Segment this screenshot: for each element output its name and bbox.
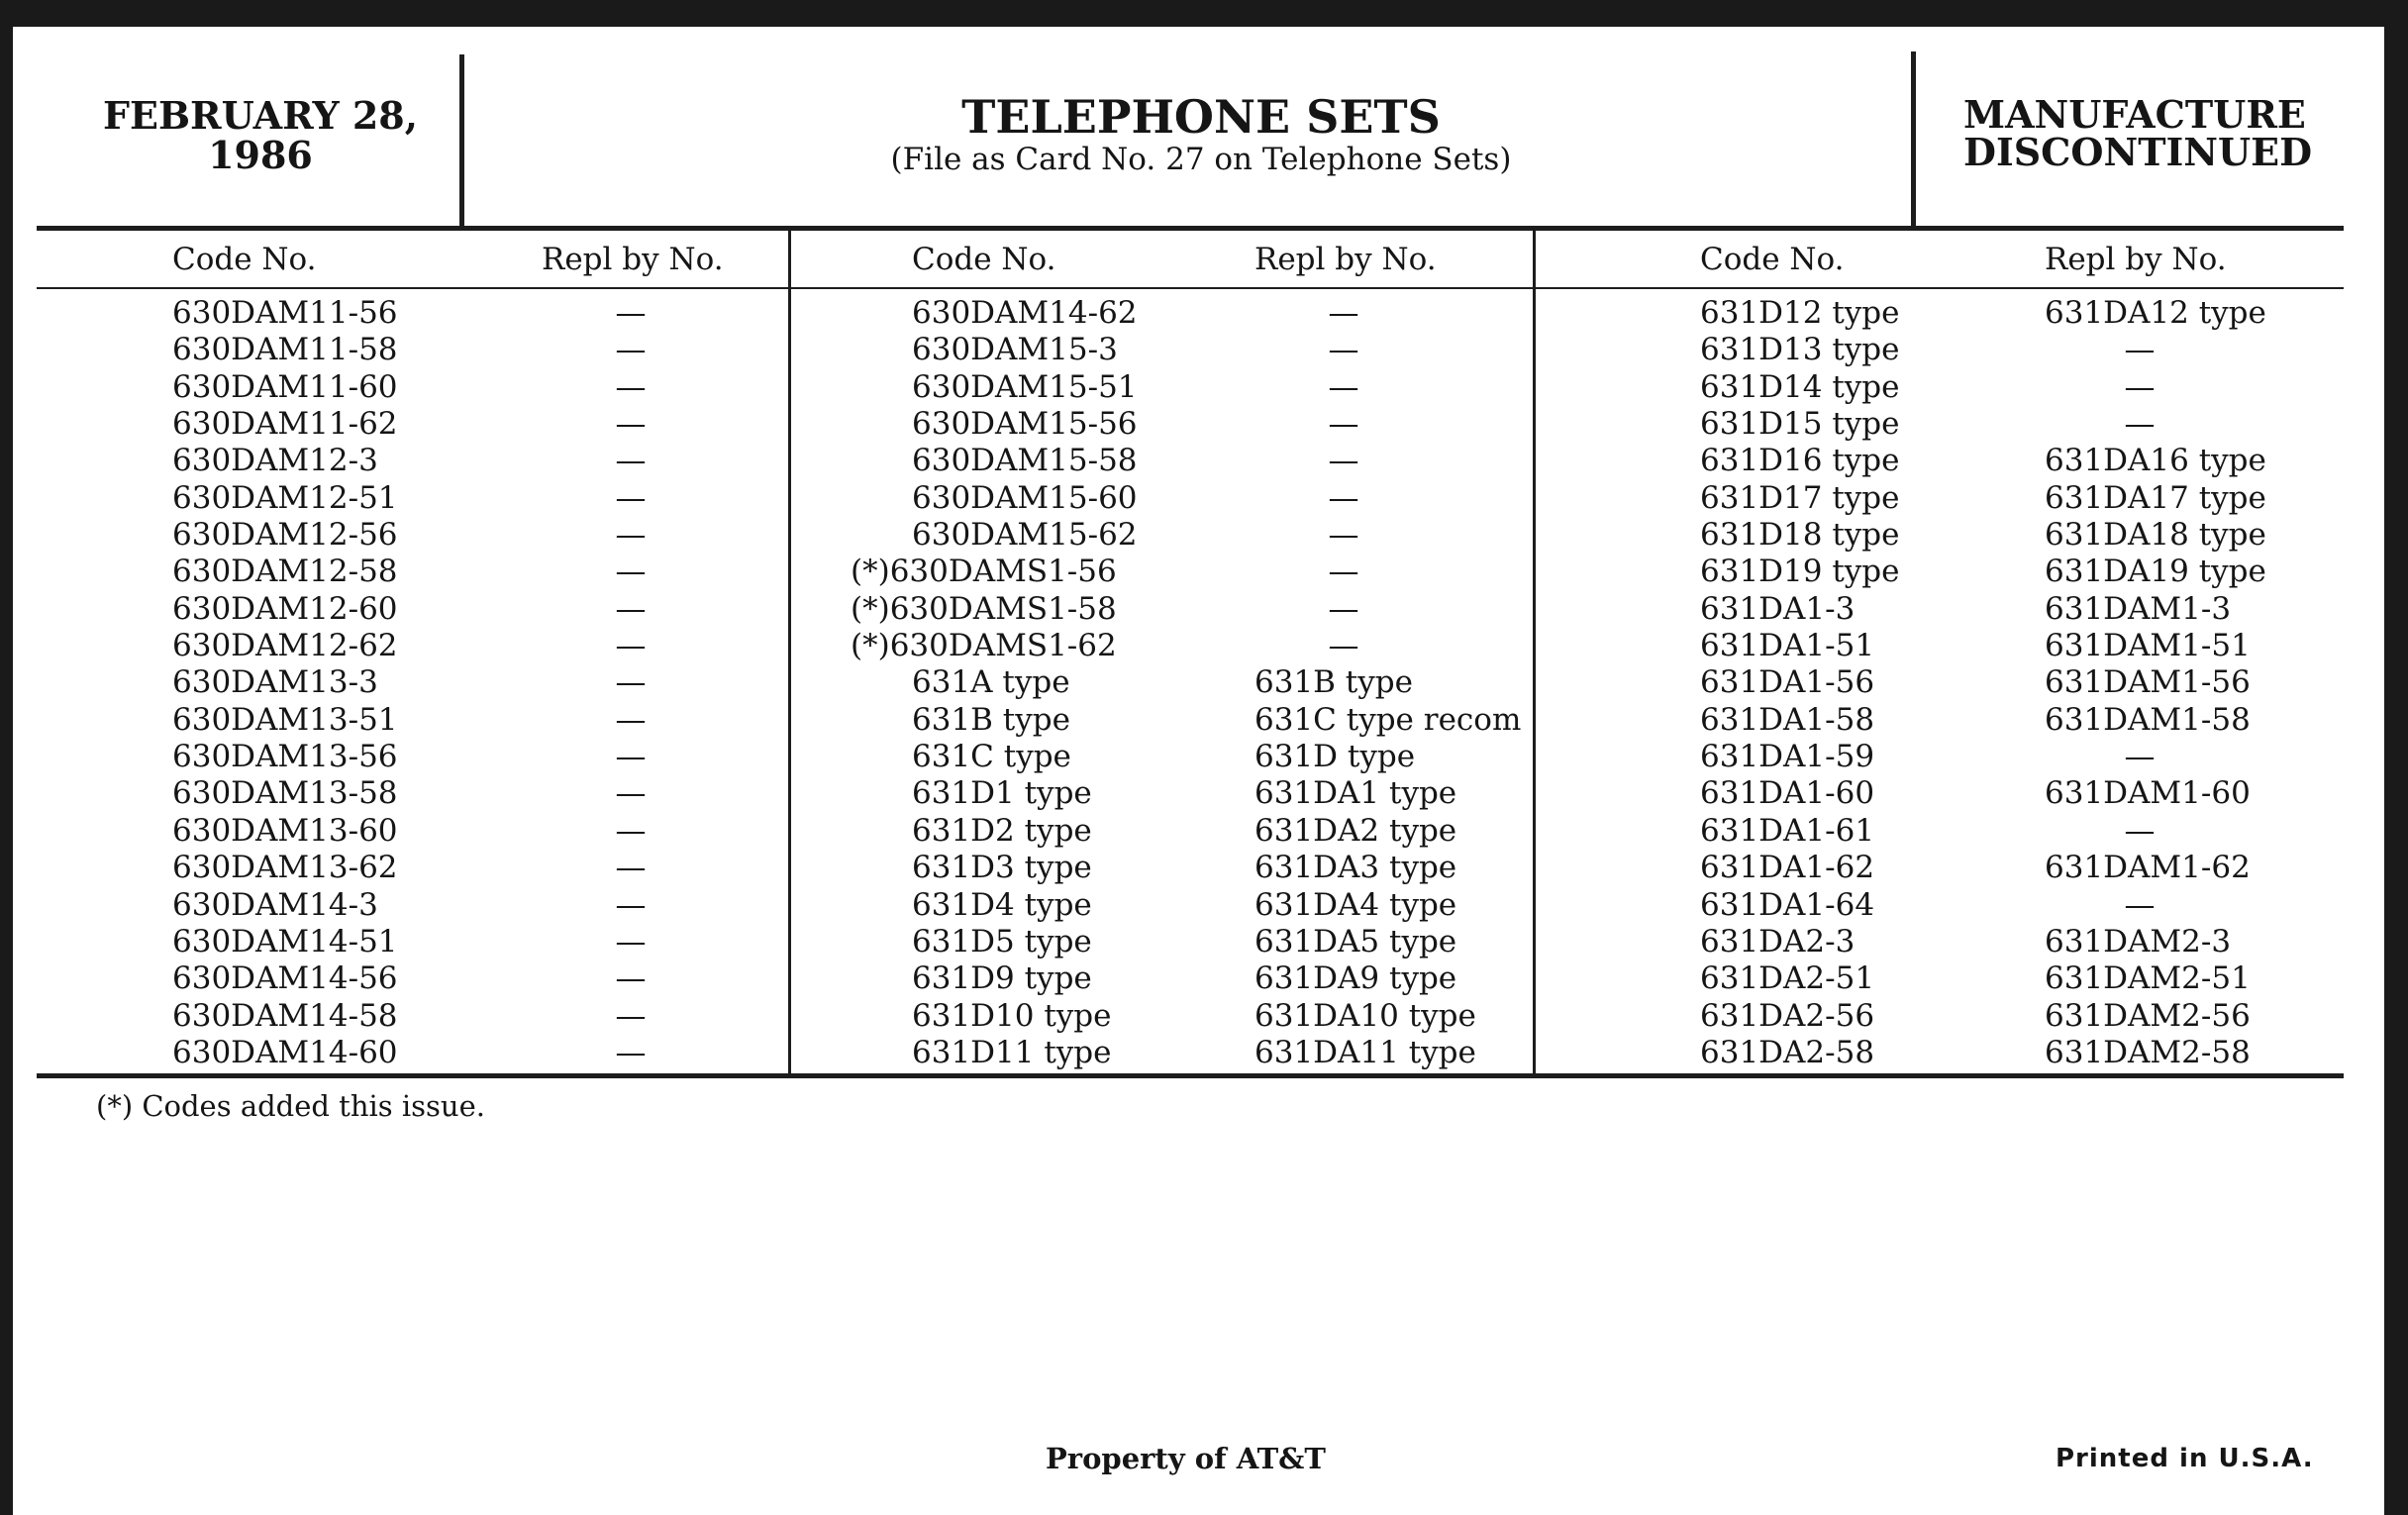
table-row (789, 887, 1557, 924)
table-row (37, 998, 789, 1035)
repl-cell: 631DA3 type (1254, 850, 1457, 886)
code-cell: 631D2 type (912, 812, 1092, 849)
table-row (37, 443, 789, 479)
section-rows (1557, 295, 2344, 1071)
scan-border-left (0, 0, 13, 1515)
code-cell: 630DAM14-58 (172, 997, 398, 1034)
table-section-2 (789, 230, 1557, 1079)
repl-cell: 631DA4 type (1254, 886, 1457, 923)
repl-cell: — (615, 1034, 647, 1070)
code-cell: 630DAM12-56 (172, 517, 398, 554)
repl-cell: — (1328, 368, 1359, 405)
code-cell: 631D18 type (1700, 517, 1900, 554)
code-cell: 631DA1-3 (1700, 590, 1856, 627)
table-row (789, 739, 1557, 775)
column-header-code: Code No. (172, 242, 317, 277)
code-cell: 631D1 type (912, 775, 1092, 812)
repl-cell: — (615, 739, 647, 775)
repl-cell: — (615, 997, 647, 1034)
repl-cell: 631DA18 type (2045, 517, 2266, 554)
repl-cell: 631D type (1254, 739, 1416, 775)
repl-cell: 631DA10 type (1254, 997, 1476, 1034)
code-cell: 631D14 type (1700, 368, 1900, 405)
table-row (37, 332, 789, 368)
column-header-code: Code No. (912, 242, 1056, 277)
table-row (1557, 998, 2344, 1035)
repl-cell: — (1328, 406, 1359, 443)
repl-cell: 631DA12 type (2045, 295, 2266, 331)
document-title-block (478, 92, 1924, 177)
column-header-repl: Repl by No. (542, 242, 724, 277)
repl-cell: — (2124, 406, 2156, 443)
code-cell: 630DAM13-51 (172, 701, 398, 738)
document-card (13, 27, 2384, 1515)
code-cell: 631DA1-51 (1700, 628, 1875, 664)
table-row (37, 702, 789, 739)
footer-printed: Printed in U.S.A. (2056, 1444, 2314, 1473)
table-row (37, 554, 789, 590)
table-row (789, 480, 1557, 517)
repl-cell: 631DAM2-56 (2045, 997, 2251, 1034)
column-header-repl: Repl by No. (2045, 242, 2227, 277)
repl-cell: — (615, 701, 647, 738)
table-row (1557, 517, 2344, 554)
table-row (789, 369, 1557, 406)
table-row (37, 813, 789, 850)
code-cell: 630DAM15-3 (912, 332, 1118, 368)
status-line2: DISCONTINUED (1963, 130, 2313, 174)
repl-cell: — (615, 590, 647, 627)
code-cell: 630DAM11-62 (172, 406, 398, 443)
codes-table (37, 230, 2344, 1079)
table-row (37, 924, 789, 960)
code-cell: 631D19 type (1700, 554, 1900, 590)
repl-cell: — (615, 479, 647, 516)
table-row (789, 702, 1557, 739)
table-row (1557, 887, 2344, 924)
repl-cell: — (1328, 628, 1359, 664)
code-cell: 631DA1-56 (1700, 664, 1875, 701)
issue-date-line1: FEBRUARY 28, (103, 93, 418, 138)
code-cell: 630DAM14-62 (912, 295, 1138, 331)
table-row (37, 517, 789, 554)
code-cell: 631DA1-59 (1700, 739, 1875, 775)
repl-cell: 631DAM2-3 (2045, 923, 2232, 960)
code-cell: 631DA1-58 (1700, 701, 1875, 738)
repl-cell: — (2124, 368, 2156, 405)
repl-cell: 631DAM2-51 (2045, 960, 2251, 997)
repl-cell: — (615, 332, 647, 368)
table-row (37, 664, 789, 701)
code-cell: 630DAM12-51 (172, 479, 398, 516)
code-cell: 631DA1-62 (1700, 850, 1875, 886)
code-cell: 630DAM13-56 (172, 739, 398, 775)
code-cell: 630DAM14-51 (172, 923, 398, 960)
code-cell: 631DA2-3 (1700, 923, 1856, 960)
code-cell: 631DA2-58 (1700, 1034, 1875, 1070)
table-row (1557, 813, 2344, 850)
repl-cell: 631DAM1-3 (2045, 590, 2232, 627)
code-cell: 630DAM12-60 (172, 590, 398, 627)
code-cell: 631C type (912, 739, 1071, 775)
code-cell: 630DAM13-3 (172, 664, 378, 701)
table-row (789, 924, 1557, 960)
table-row (1557, 775, 2344, 812)
repl-cell: 631B type (1254, 664, 1413, 701)
table-row (37, 628, 789, 664)
table-section-1 (37, 230, 789, 1079)
repl-cell: 631DA9 type (1254, 960, 1457, 997)
code-cell: 631D5 type (912, 923, 1092, 960)
code-cell: (*)630DAMS1-58 (851, 590, 1117, 627)
repl-cell: 631DA19 type (2045, 554, 2266, 590)
table-row (789, 850, 1557, 886)
code-cell: 631D16 type (1700, 443, 1900, 479)
table-row (1557, 664, 2344, 701)
repl-cell: 631DAM1-58 (2045, 701, 2251, 738)
code-cell: 630DAM13-60 (172, 812, 398, 849)
table-row (37, 295, 789, 332)
repl-cell: — (615, 960, 647, 997)
code-cell: 631D15 type (1700, 406, 1900, 443)
code-cell: 631D9 type (912, 960, 1092, 997)
header-divider-left (459, 54, 464, 231)
code-cell: 631D3 type (912, 850, 1092, 886)
code-cell: 631DA1-64 (1700, 886, 1875, 923)
repl-cell: — (1328, 554, 1359, 590)
table-row (789, 443, 1557, 479)
code-cell: 631D12 type (1700, 295, 1900, 331)
table-row (1557, 480, 2344, 517)
repl-cell: 631DA16 type (2045, 443, 2266, 479)
table-row (789, 406, 1557, 443)
repl-cell: — (1328, 332, 1359, 368)
issue-date-line2: 1986 (208, 133, 313, 177)
repl-cell: 631DA1 type (1254, 775, 1457, 812)
table-row (789, 960, 1557, 997)
repl-cell: — (615, 812, 647, 849)
repl-cell: 631DAM1-62 (2045, 850, 2251, 886)
table-row (789, 664, 1557, 701)
table-row (789, 332, 1557, 368)
code-cell: 631D11 type (912, 1034, 1112, 1070)
code-cell: 631D17 type (1700, 479, 1900, 516)
code-cell: 630DAM14-60 (172, 1034, 398, 1070)
code-cell: 630DAM14-56 (172, 960, 398, 997)
table-row (37, 775, 789, 812)
code-cell: 630DAM12-3 (172, 443, 378, 479)
code-cell: 630DAM15-51 (912, 368, 1138, 405)
code-cell: 630DAM11-60 (172, 368, 398, 405)
table-row (37, 369, 789, 406)
header-divider-right (1911, 51, 1916, 231)
table-row (1557, 850, 2344, 886)
code-cell: 631D13 type (1700, 332, 1900, 368)
repl-cell: — (2124, 739, 2156, 775)
table-row (789, 517, 1557, 554)
repl-cell: — (615, 664, 647, 701)
repl-cell: — (615, 443, 647, 479)
code-cell: 631DA1-61 (1700, 812, 1875, 849)
repl-cell: 631C type recom (1254, 701, 1522, 738)
repl-cell: — (615, 775, 647, 812)
table-row (1557, 960, 2344, 997)
table-row (789, 813, 1557, 850)
repl-cell: 631DA11 type (1254, 1034, 1476, 1070)
table-row (789, 295, 1557, 332)
table-row (789, 1035, 1557, 1071)
code-cell: (*)630DAMS1-56 (851, 554, 1117, 590)
code-cell: 630DAM15-58 (912, 443, 1138, 479)
repl-cell: — (1328, 517, 1359, 554)
table-row (1557, 295, 2344, 332)
repl-cell: — (2124, 332, 2156, 368)
repl-cell: — (615, 517, 647, 554)
repl-cell: 631DA2 type (1254, 812, 1457, 849)
repl-cell: 631DA17 type (2045, 479, 2266, 516)
table-row (1557, 369, 2344, 406)
table-row (1557, 406, 2344, 443)
section-rows (789, 295, 1557, 1071)
footnote: (*) Codes added this issue. (96, 1089, 485, 1123)
table-row (37, 850, 789, 886)
table-row (1557, 332, 2344, 368)
code-cell: 631DA1-60 (1700, 775, 1875, 812)
document-subtitle: (File as Card No. 27 on Telephone Sets) (890, 142, 1512, 177)
code-cell: 630DAM14-3 (172, 886, 378, 923)
scan-border-top (0, 0, 2408, 27)
scan-border-right (2384, 0, 2408, 1515)
column-header-code: Code No. (1700, 242, 1845, 277)
table-row (1557, 739, 2344, 775)
code-cell: 630DAM15-60 (912, 479, 1138, 516)
code-cell: 631DA2-56 (1700, 997, 1875, 1034)
column-header-repl: Repl by No. (1254, 242, 1437, 277)
code-cell: 630DAM12-62 (172, 628, 398, 664)
code-cell: 630DAM15-56 (912, 406, 1138, 443)
table-row (789, 998, 1557, 1035)
table-row (37, 406, 789, 443)
table-row (37, 480, 789, 517)
table-row (1557, 628, 2344, 664)
table-row (789, 628, 1557, 664)
repl-cell: — (615, 295, 647, 331)
issue-date (52, 93, 468, 177)
table-row (789, 591, 1557, 628)
table-row (37, 887, 789, 924)
repl-cell: — (615, 850, 647, 886)
repl-cell: — (615, 368, 647, 405)
code-cell: 631D10 type (912, 997, 1112, 1034)
repl-cell: 631DAM1-51 (2045, 628, 2251, 664)
table-row (1557, 702, 2344, 739)
repl-cell: — (615, 886, 647, 923)
repl-cell: — (1328, 590, 1359, 627)
footer-property: Property of AT&T (1046, 1442, 1326, 1475)
code-cell: 631DA2-51 (1700, 960, 1875, 997)
section-rows (37, 295, 789, 1071)
table-row (1557, 554, 2344, 590)
repl-cell: — (615, 406, 647, 443)
repl-cell: — (2124, 812, 2156, 849)
code-cell: 630DAM11-58 (172, 332, 398, 368)
repl-cell: 631DAM1-60 (2045, 775, 2251, 812)
code-cell: 630DAM13-58 (172, 775, 398, 812)
repl-cell: — (615, 554, 647, 590)
table-row (1557, 443, 2344, 479)
repl-cell: — (1328, 479, 1359, 516)
code-cell: (*)630DAMS1-62 (851, 628, 1117, 664)
code-cell: 630DAM13-62 (172, 850, 398, 886)
code-cell: 631D4 type (912, 886, 1092, 923)
table-row (789, 554, 1557, 590)
table-row (1557, 924, 2344, 960)
repl-cell: 631DA5 type (1254, 923, 1457, 960)
status-block (1934, 92, 2369, 174)
repl-cell: — (1328, 443, 1359, 479)
code-cell: 631B type (912, 701, 1070, 738)
code-cell: 631A type (912, 664, 1070, 701)
document-title: TELEPHONE SETS (961, 90, 1441, 144)
code-cell: 630DAM15-62 (912, 517, 1138, 554)
code-cell: 630DAM11-56 (172, 295, 398, 331)
repl-cell: — (2124, 886, 2156, 923)
table-row (37, 960, 789, 997)
table-row (37, 591, 789, 628)
repl-cell: — (615, 923, 647, 960)
repl-cell: — (615, 628, 647, 664)
status-line1: MANUFACTURE (1963, 92, 2306, 137)
table-row (1557, 1035, 2344, 1071)
repl-cell: 631DAM1-56 (2045, 664, 2251, 701)
table-row (1557, 591, 2344, 628)
table-row (37, 739, 789, 775)
table-row (789, 775, 1557, 812)
table-row (37, 1035, 789, 1071)
code-cell: 630DAM12-58 (172, 554, 398, 590)
table-section-3 (1557, 230, 2344, 1079)
repl-cell: — (1328, 295, 1359, 331)
repl-cell: 631DAM2-58 (2045, 1034, 2251, 1070)
